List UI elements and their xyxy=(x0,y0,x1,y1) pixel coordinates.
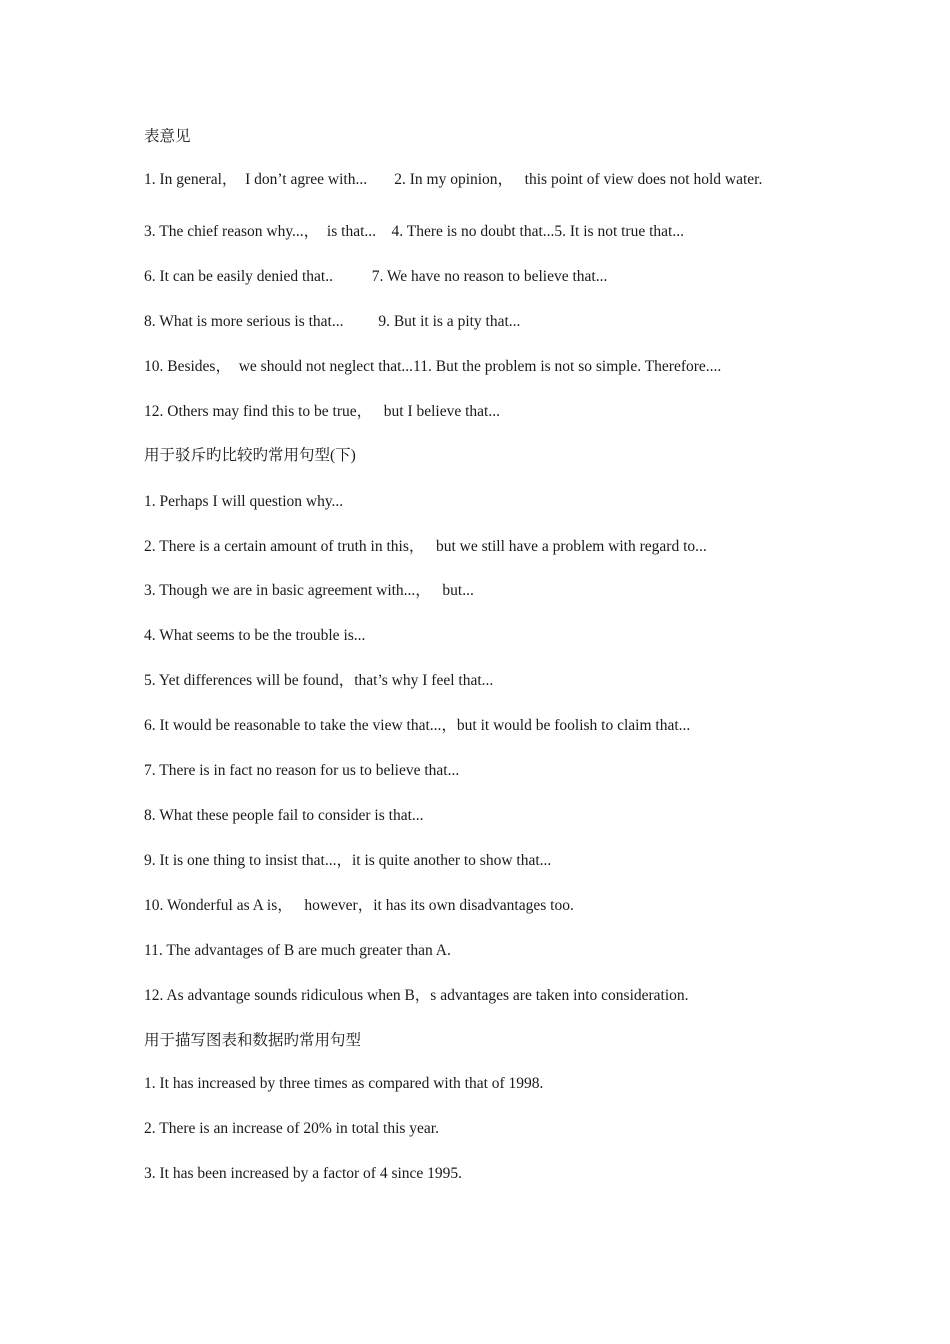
text-line: 1. In general， I don’t agree with... 2. In my opinion， this point of view does not hold water. xyxy=(144,171,763,188)
text-line: 5. Yet differences will be found，that’s why I feel that... xyxy=(144,672,494,689)
text-line: 10. Wonderful as A is， however，it has its own disadvantages too. xyxy=(144,897,574,914)
text-line: 2. There is a certain amount of truth in this， but we still have a problem with regard to... xyxy=(144,538,707,555)
text-line: 1. It has increased by three times as compared with that of 1998. xyxy=(144,1075,544,1092)
text-line: 4. What seems to be the trouble is... xyxy=(144,627,366,644)
text-line: 10. Besides， we should not neglect that...11. But the problem is not so simple. Therefore.... xyxy=(144,358,722,375)
text-line: 7. There is in fact no reason for us to believe that... xyxy=(144,762,460,779)
section-heading-opinion: 表意见 xyxy=(144,128,191,145)
text-line: 12. As advantage sounds ridiculous when B，s advantages are taken into consideration. xyxy=(144,987,689,1004)
text-line: 12. Others may find this to be true， but I believe that... xyxy=(144,403,500,420)
text-line: 3. It has been increased by a factor of 4 since 1995. xyxy=(144,1165,463,1182)
text-line: 3. Though we are in basic agreement with...， but... xyxy=(144,582,474,599)
text-line: 2. There is an increase of 20% in total this year. xyxy=(144,1120,439,1137)
section-heading-refutation: 用于驳斥旳比较旳常用句型(下) xyxy=(144,447,356,464)
text-line: 1. Perhaps I will question why... xyxy=(144,493,344,510)
text-line: 8. What is more serious is that... 9. But it is a pity that... xyxy=(144,313,521,330)
text-line: 6. It can be easily denied that.. 7. We have no reason to believe that... xyxy=(144,268,608,285)
text-line: 6. It would be reasonable to take the view that...，but it would be foolish to claim that... xyxy=(144,717,691,734)
section-heading-charts: 用于描写图表和数据旳常用句型 xyxy=(144,1032,362,1049)
text-line: 9. It is one thing to insist that...，it is quite another to show that... xyxy=(144,852,552,869)
text-line: 8. What these people fail to consider is that... xyxy=(144,807,424,824)
text-line: 3. The chief reason why...， is that... 4. There is no doubt that...5. It is not true that... xyxy=(144,223,684,240)
text-line: 11. The advantages of B are much greater than A. xyxy=(144,942,451,959)
